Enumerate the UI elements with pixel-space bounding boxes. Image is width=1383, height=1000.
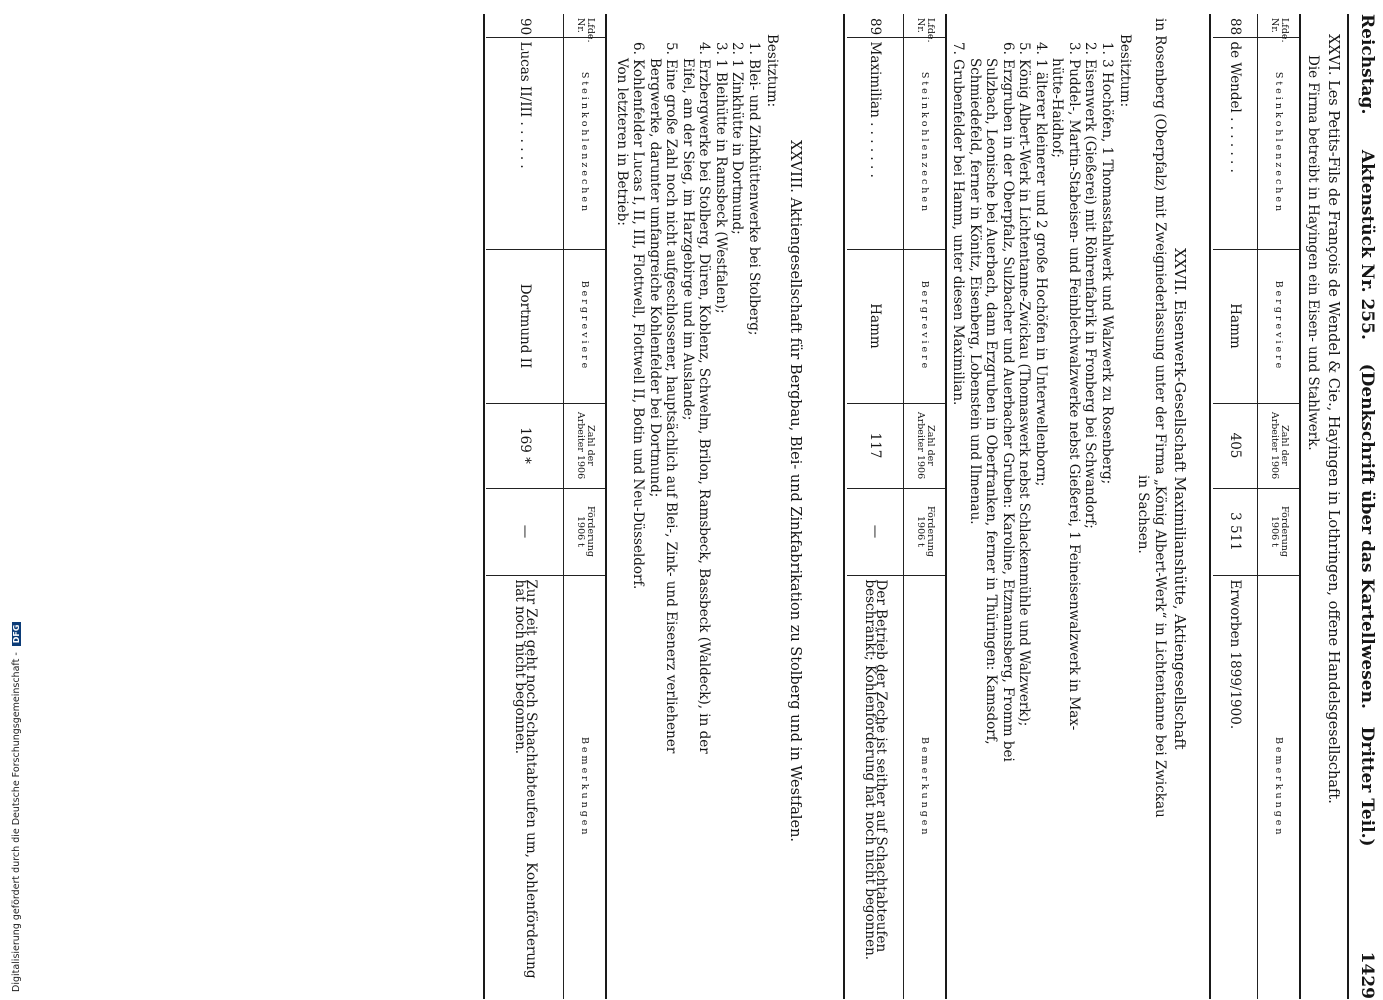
row-nr: 88 bbox=[1213, 14, 1258, 37]
list-item: 3. Puddel-, Martin-Stabeisen- und Feinblechwalzwerke nebst Gießerei, 1 Feineisenwalzwerk in Max- bbox=[1066, 42, 1082, 731]
sec27-col-foerderung: Förderung 1906 t bbox=[904, 488, 945, 575]
row-foerderung: 3 511 bbox=[1213, 488, 1258, 575]
header-mid: Aktenstück Nr. 255. bbox=[1357, 149, 1377, 340]
list-item: 1. 3 Hochöfen, 1 Thomasstahlwerk und Walzwerk zu Rosenberg; bbox=[1099, 42, 1115, 485]
list-item: 1. Blei- und Zinkhüttenwerke bei Stolberg; bbox=[746, 42, 762, 336]
row-nr: 89 bbox=[847, 14, 904, 37]
sec27-col-arbeiter: Zahl der Arbeiter 1906 bbox=[904, 403, 945, 488]
page-number: 1429 bbox=[1357, 951, 1377, 999]
header-left: Reichstag. bbox=[1357, 14, 1377, 115]
row-bem: Der Betrieb der Zeche ist seither auf Schachtabteufen beschränkt; Kohlenförderung hat noch nicht begonnen. bbox=[847, 575, 904, 999]
dfg-logo: DFG bbox=[12, 622, 21, 647]
header-rule bbox=[1347, 14, 1349, 999]
sec28-table bbox=[486, 14, 605, 999]
sec26-table-top-rule bbox=[1299, 14, 1301, 999]
sec28-col-bem: Bemerkungen bbox=[564, 575, 605, 999]
row-bem: Zur Zeit geht noch Schachtabteufen um, Kohlenförderung hat noch nicht begonnen. bbox=[486, 575, 564, 999]
sec27-besitz: Besitztum: bbox=[1117, 34, 1133, 108]
list-item: Schmiedefeld, ferner in Könitz, Eisenberg, Lobenstein und Ilmenau. bbox=[967, 58, 983, 525]
list-item: 2. 1 Zinkhütte in Dortmund; bbox=[729, 42, 746, 235]
list-item: 5. König Albert-Werk in Lichtentanne-Zwickau (Thomaswerk nebst Schlackenmühle und Walzwerk); bbox=[1016, 42, 1033, 727]
sec27-table bbox=[847, 14, 945, 999]
row-foerderung: — bbox=[847, 488, 904, 575]
list-item: 7. Grubenfelder bei Hamm, unter diesen Maximilian. bbox=[950, 42, 967, 406]
sec28-table-top-rule bbox=[605, 14, 607, 999]
footer-text: Digitalisierung gefördert durch die Deutsche Forschungsgemeinschaft - bbox=[11, 652, 22, 992]
sec28-col-nr: Lfde. Nr. bbox=[564, 14, 605, 37]
list-item: 6. Kohlenfelder Lucas I, II, III, Flottwell, Flottwell II, Botin und Neu-Düsseldorf. bbox=[630, 42, 647, 590]
sec28-title: XXVIII. Aktiengesellschaft für Bergbau, Blei- und Zinkfabrikation zu Stolberg und in Westfalen. bbox=[787, 140, 803, 843]
row-zeche: Maximilian . . . . . . . bbox=[847, 37, 904, 249]
sec28-col-foerderung: Förderung 1906 t bbox=[564, 488, 605, 575]
sec27-col-bem: Bemerkungen bbox=[904, 575, 945, 999]
sec26-col-bem: Bemerkungen bbox=[1258, 575, 1299, 999]
running-header bbox=[1357, 14, 1377, 999]
sec26-col-foerderung: Förderung 1906 t bbox=[1258, 488, 1299, 575]
sec26-col-revier: Bergreviere bbox=[1258, 249, 1299, 403]
sec27-sub1: in Rosenberg (Oberpfalz) mit Zweigniederlassung unter der Firma „König Albert-Werk“ in Lichtentanne bei Zwickau bbox=[1152, 18, 1168, 818]
row-arbeiter: 405 bbox=[1213, 403, 1258, 488]
sec28-col-zeche: Steinkohlenzechen bbox=[564, 37, 605, 249]
sec28-table-bottom-rule bbox=[483, 14, 485, 999]
table-row bbox=[847, 14, 904, 999]
row-bem: Erworben 1899/1900. bbox=[1213, 575, 1258, 999]
row-revier: Hamm bbox=[847, 249, 904, 403]
header-part: Dritter Teil.) bbox=[1357, 726, 1377, 847]
row-zeche: de Wendel . . . . . . . bbox=[1213, 37, 1258, 249]
list-item: 2. Eisenwerk (Gießerei) mit Röhrenfabrik in Fronberg bei Schwandorf; bbox=[1082, 42, 1099, 529]
sec26-title: XXVI. Les Petits-Fils de François de Wendel & Cie., Hayingen in Lothringen, offene Handelsgesellschaft. bbox=[1325, 34, 1341, 804]
sec27-table-top-rule bbox=[945, 14, 947, 999]
sec26-col-nr: Lfde. Nr. bbox=[1258, 14, 1299, 37]
sec28-col-arbeiter: Zahl der Arbeiter 1906 bbox=[564, 403, 605, 488]
sec28-besitz: Besitztum: bbox=[764, 34, 780, 108]
header-title: (Denkschrift über das Kartellwesen. bbox=[1357, 363, 1377, 709]
list-item: Sulzbach, Leonische bei Auerbach, dann Erzgruben in Oberfranken, ferner in Thüringen: Kamsdorf, bbox=[983, 58, 1000, 745]
list-item: hütte-Haidhof; bbox=[1049, 58, 1066, 158]
row-arbeiter: 169 * bbox=[486, 403, 564, 488]
sec27-col-nr: Lfde. Nr. bbox=[904, 14, 945, 37]
row-foerderung: — bbox=[486, 488, 564, 575]
list-item: Von letzteren in Betrieb: bbox=[614, 58, 630, 226]
sec26-col-zeche: Steinkohlenzechen bbox=[1258, 37, 1299, 249]
table-row bbox=[486, 14, 564, 999]
sec26-table bbox=[1213, 14, 1299, 999]
sec27-title: XXVII. Eisenwerk-Gesellschaft Maximilianshütte, Aktiengesellschaft bbox=[1171, 248, 1187, 750]
sec26-col-arbeiter: Zahl der Arbeiter 1906 bbox=[1258, 403, 1299, 488]
sec26-table-bottom-rule bbox=[1209, 14, 1211, 999]
list-item: 5. Eine große Zahl noch nicht aufgeschlossener, hauptsächlich auf Blei-, Zink- und Eisenerz verliehener bbox=[663, 42, 680, 754]
row-nr: 90 bbox=[486, 14, 564, 37]
list-item: 4. 1 älterer kleinerer und 2 große Hochöfen in Unterwellenborn; bbox=[1033, 42, 1049, 487]
list-item: 6. Erzgruben in der Oberpfalz, Sulzbacher und Auerbacher Gruben: Karoline, Etzmannsberg, Fromm bei bbox=[1000, 42, 1016, 762]
row-revier: Hamm bbox=[1213, 249, 1258, 403]
table-row bbox=[1213, 14, 1258, 999]
sec27-sub2: in Sachsen. bbox=[1135, 475, 1151, 554]
list-item: 4. Erzbergwerke bei Stolberg, Düren, Koblenz, Schwelm, Brilon, Ramsbeck, Bassbeck (Waldeck), in der bbox=[696, 42, 713, 754]
sec28-list bbox=[614, 42, 763, 754]
sec27-list bbox=[950, 42, 1115, 762]
sec26-intro: Die Firma betreibt in Hayingen ein Eisen- und Stahlwerk. bbox=[1305, 55, 1321, 451]
list-item: 3. 1 Bleihütte in Ramsbeck (Westfalen); bbox=[713, 42, 729, 314]
sec27-table-bottom-rule bbox=[843, 14, 845, 999]
list-item: Eifel, am der Sieg, im Harzgebirge und im Auslande; bbox=[680, 58, 696, 421]
list-item: Bergwerke, darunter umfangreiche Kohlenfelder bei Dortmund; bbox=[647, 58, 663, 498]
sec28-col-revier: Bergreviere bbox=[564, 249, 605, 403]
row-zeche: Lucas II/III . . . . . . bbox=[486, 37, 564, 249]
sec27-col-revier: Bergreviere bbox=[904, 249, 945, 403]
row-arbeiter: 117 bbox=[847, 403, 904, 488]
sec27-col-zeche: Steinkohlenzechen bbox=[904, 37, 945, 249]
row-revier: Dortmund II bbox=[486, 249, 564, 403]
